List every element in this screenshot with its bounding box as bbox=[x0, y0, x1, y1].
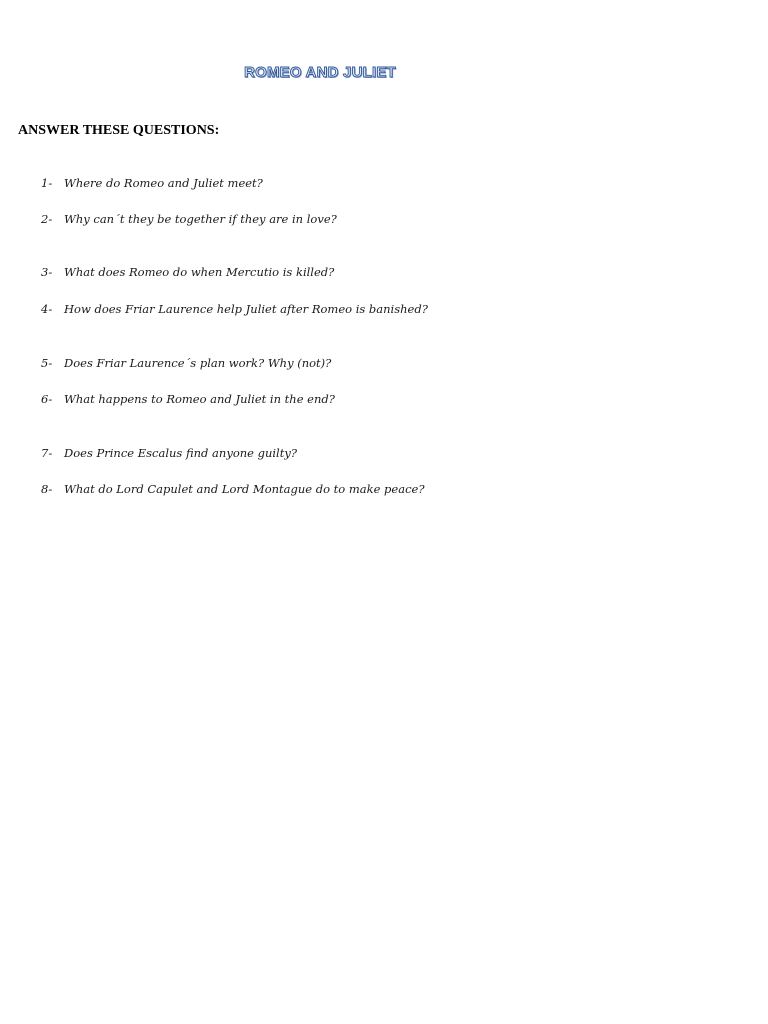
question-text: Does Friar Laurence´s plan work? Why (not)? bbox=[64, 356, 332, 370]
question-text: What do Lord Capulet and Lord Montague do to make peace? bbox=[64, 482, 425, 496]
question-number: 8- bbox=[41, 482, 53, 496]
question-text: Why can´t they be together if they are in love? bbox=[64, 212, 337, 226]
question-item-2 bbox=[41, 212, 337, 232]
question-item-3 bbox=[41, 265, 334, 285]
question-number: 2- bbox=[41, 212, 53, 226]
question-item-7 bbox=[41, 446, 297, 466]
question-text: What happens to Romeo and Juliet in the end? bbox=[64, 392, 335, 406]
question-text: Does Prince Escalus find anyone guilty? bbox=[64, 446, 298, 460]
question-item-8 bbox=[41, 482, 425, 502]
question-number: 4- bbox=[41, 302, 53, 316]
question-number: 6- bbox=[41, 392, 53, 406]
question-item-4 bbox=[41, 302, 428, 322]
question-item-5 bbox=[41, 356, 331, 376]
instructions-heading: ANSWER THESE QUESTIONS: bbox=[18, 123, 220, 138]
question-text: How does Friar Laurence help Juliet after Romeo is banished? bbox=[64, 302, 428, 316]
question-number: 5- bbox=[41, 356, 53, 370]
question-item-1 bbox=[41, 176, 263, 196]
document-title: ROMEO AND JULIET bbox=[244, 64, 396, 81]
question-text: Where do Romeo and Juliet meet? bbox=[64, 176, 263, 190]
question-number: 1- bbox=[41, 176, 53, 190]
question-text: What does Romeo do when Mercutio is killed? bbox=[64, 265, 335, 279]
question-number: 7- bbox=[41, 446, 53, 460]
question-number: 3- bbox=[41, 265, 53, 279]
question-item-6 bbox=[41, 392, 335, 412]
